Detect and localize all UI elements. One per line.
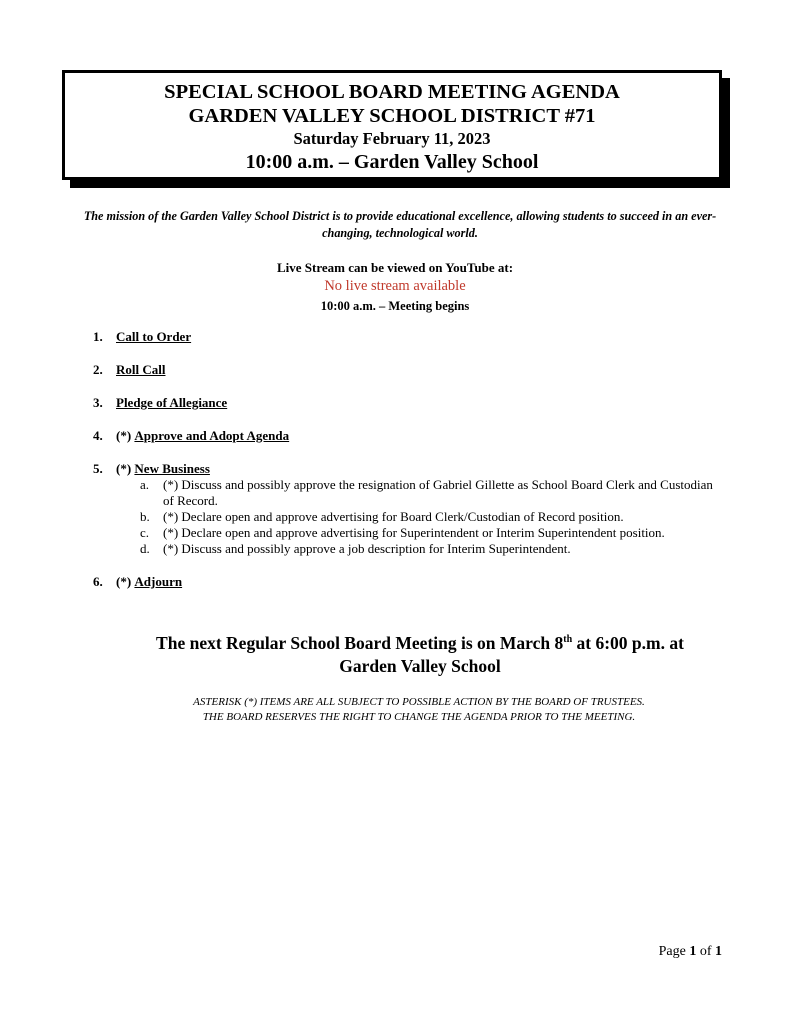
page-prefix: Page — [658, 944, 690, 959]
asterisk-note-line1: ASTERISK (*) ITEMS ARE ALL SUBJECT TO POSSIBLE ACTION BY THE BOARD OF TRUSTEES. — [193, 696, 645, 708]
meeting-time-location: 10:00 a.m. – Garden Valley School — [245, 151, 539, 173]
mission-statement: The mission of the Garden Valley School District is to provide educational excellence, allowing students to succeed in an ever-changing, technological world. — [83, 209, 717, 240]
agenda-item-roll-call — [93, 362, 165, 378]
page-of: of — [696, 944, 715, 959]
subitem-text: (*) Discuss and possibly approve the resignation of Gabriel Gillette as School Board Clerk and Custodian of Record. — [163, 477, 713, 508]
agenda-item-adjourn — [93, 574, 182, 590]
item-label: Adjourn — [134, 574, 183, 589]
item-number: 3. — [93, 395, 103, 410]
subitem-text: (*) Declare open and approve advertising for Superintendent or Interim Superintendent position. — [163, 525, 665, 540]
action-marker: (*) — [116, 574, 132, 589]
agenda-item-approve-agenda — [93, 428, 289, 444]
subitem-letter: c. — [140, 525, 150, 540]
meeting-begins: 10:00 a.m. – Meeting begins — [320, 299, 470, 313]
agenda-title: SPECIAL SCHOOL BOARD MEETING AGENDA — [164, 81, 620, 103]
item-label: Approve and Adopt Agenda — [134, 428, 290, 443]
asterisk-note — [80, 695, 758, 725]
livestream-label: Live Stream can be viewed on YouTube at: — [276, 260, 514, 275]
item-number: 4. — [93, 428, 103, 443]
next-meeting-text: The next Regular School Board Meeting is on March 8 — [156, 633, 564, 653]
page-current: 1 — [689, 944, 697, 959]
item-label: Call to Order — [116, 329, 192, 344]
subitem-text: (*) Discuss and possibly approve a job description for Interim Superintendent. — [163, 541, 571, 556]
subitem-letter: d. — [140, 541, 150, 556]
subitem-text: (*) Declare open and approve advertising for Board Clerk/Custodian of Record position. — [163, 509, 624, 524]
item-label: Pledge of Allegiance — [116, 395, 228, 410]
next-meeting-location: Garden Valley School — [339, 656, 501, 676]
asterisk-note-line2: THE BOARD RESERVES THE RIGHT TO CHANGE THE AGENDA PRIOR TO THE MEETING. — [202, 711, 636, 723]
action-marker: (*) — [116, 428, 132, 443]
agenda-item-new-business — [93, 461, 210, 477]
agenda-item-call-to-order — [93, 329, 191, 345]
item-label: Roll Call — [116, 362, 166, 377]
date-suffix: th — [563, 634, 573, 646]
item-number: 5. — [93, 461, 103, 476]
title-box — [62, 70, 722, 180]
page-number — [640, 943, 722, 961]
agenda-item-pledge — [93, 395, 227, 411]
meeting-date: Saturday February 11, 2023 — [293, 129, 491, 148]
item-number: 6. — [93, 574, 103, 589]
district-name: GARDEN VALLEY SCHOOL DISTRICT #71 — [188, 105, 596, 127]
item-number: 1. — [93, 329, 103, 344]
next-meeting-time: at 6:00 p.m. at — [572, 633, 684, 653]
livestream-status: No live stream available — [324, 278, 466, 294]
page-total: 1 — [715, 944, 722, 959]
action-marker: (*) — [116, 461, 132, 476]
item-number: 2. — [93, 362, 103, 377]
subitem-letter: a. — [140, 477, 150, 492]
title-block — [62, 70, 730, 188]
subitem-letter: b. — [140, 509, 150, 524]
item-label: New Business — [134, 461, 210, 476]
next-meeting-notice — [100, 632, 740, 678]
